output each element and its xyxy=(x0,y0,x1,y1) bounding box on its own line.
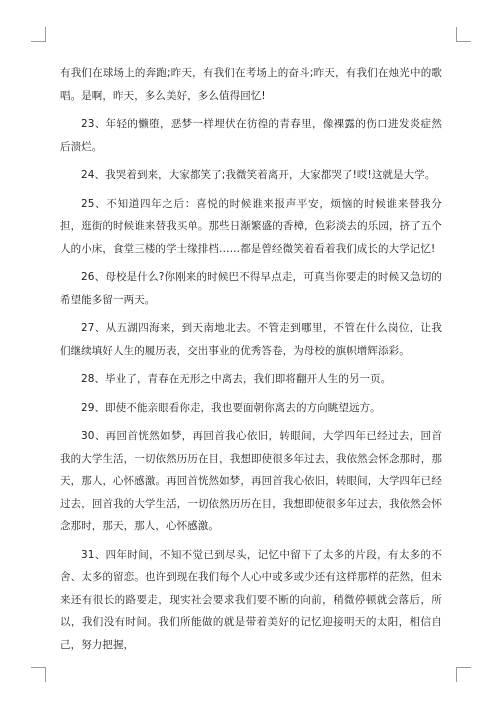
paragraph-31: 31、四年时间，不知不觉已到尽头，记忆中留下了太多的片段，有太多的不舍、太多的留恋。也许到现在我们每个人心中或多或少还有这样那样的茫然，但未来还有很长的路要走，现实社会要求我们要不断的向前，稍微停顿就会落后，所以，我们没有时间。我们所能做的就是带着美好的记忆迎接明天的太阳，相信自己，努力把握， xyxy=(60,548,442,651)
paragraph-30: 30、再回首恍然如梦，再回首我心依旧，转眼间，大学四年已经过去，回首我的大学生活，一切依然历历在目，我想即使很多年过去，我依然会怀念那时，那天，那人，心怀感激。再回首恍然如梦，再回首我心依旧，转眼间，大学四年已经过去，回首我的大学生活，一切依然历历在目，我想即使很多年过去，我依然会怀念那时，那天，那人，心怀感激。 xyxy=(60,430,442,532)
crop-mark-bottom-left xyxy=(31,667,46,682)
document-body xyxy=(60,62,442,662)
paragraph-27: 27、从五湖四海来，到天南地北去。不管走到哪里，不管在什么岗位，让我们继续填好人生的履历表，交出事业的优秀答卷，为母校的旗帜增辉添彩。 xyxy=(60,322,442,357)
paragraph-29: 29、即使不能亲眼看你走，我也要面朝你离去的方向眺望远方。 xyxy=(81,401,381,414)
paragraph-25: 25、不知道四年之后：喜悦的时候谁来报声平安，烦恼的时候谁来替我分担，逛街的时候谁来替我买单。那些日渐繁盛的香樟，色彩淡去的乐园，挤了五个人的小床，食堂三楼的学士缘排档……都是曾经微笑着看着我们成长的大学记忆! xyxy=(60,197,442,255)
paragraph-28: 28、毕业了，青春在无形之中离去，我们即将翻开人生的另一页。 xyxy=(81,373,392,385)
paragraph-26: 26、母校是什么?你刚来的时候巴不得早点走，可真当你要走的时候又急切的希望能多留一两天。 xyxy=(60,271,442,306)
crop-mark-bottom-right xyxy=(456,667,471,682)
crop-mark-top-right xyxy=(456,27,471,42)
paragraph-24: 24、我哭着到来，大家都笑了;我微笑着离开，大家都哭了!哎!这就是大学。 xyxy=(81,169,436,181)
paragraph-continued: 有我们在球场上的奔跑;昨天，有我们在考场上的奋斗;昨天，有我们在烛光中的歌唱。是啊，昨天，多么美好，多么值得回忆! xyxy=(60,67,442,102)
paragraph-23: 23、年轻的懒堕，恶梦一样埋伏在彷徨的青春里，像裸露的伤口进发炎症然后溃烂。 xyxy=(60,118,442,153)
crop-mark-top-left xyxy=(31,27,46,42)
